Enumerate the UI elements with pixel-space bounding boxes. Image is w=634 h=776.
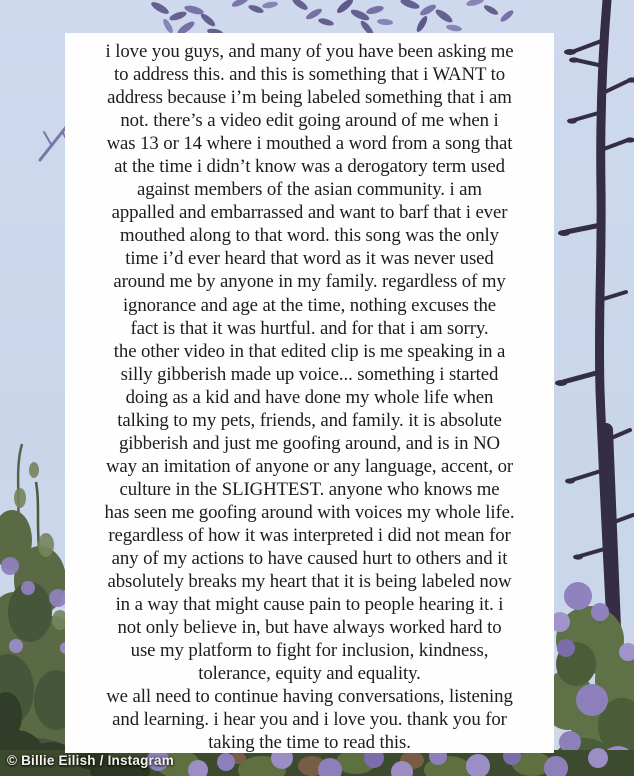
statement-line: against members of the asian community. i am [137,179,482,201]
statement-line: gibberish and just me goofing around, and is in NO [118,432,500,454]
statement-line: ignorance and age at the time, nothing excuses the [122,294,497,316]
statement-line: absolutely breaks my heart that it is being labeled now [107,571,512,593]
statement-line: not only believe in, but have always worked hard to [117,617,502,639]
statement-line: i love you guys, and many of you have been asking me [105,41,514,62]
top-leaves [150,0,516,37]
statement-line: has seen me goofing around with voices my whole life. [104,501,515,523]
statement-line: address because i’m being labeled something that i am [107,87,512,109]
statement-line: time i’d ever heard that word as it was never used [125,248,494,270]
statement-line: to address this. and this is something that i WANT to [113,64,505,86]
statement-line: taking the time to read this. [208,732,411,753]
statement-line: regardless of how it was interpreted i did not mean for [108,524,511,546]
statement-card [65,33,554,753]
statement-line: the other video in that edited clip is me speaking in a [113,340,506,362]
statement-line: silly gibberish made up voice... something i started [120,363,499,385]
statement-line: fact is that it was hurtful. and for that i am sorry. [130,317,489,339]
statement-line: and learning. i hear you and i love you. thank you for [112,709,507,731]
statement-line: not. there’s a video edit going around of me when i [120,110,499,132]
statement-line: way an imitation of anyone or any language, accent, or [105,455,514,477]
statement-line: appalled and embarrassed and want to barf that i ever [111,202,508,224]
statement-line: we all need to continue having conversations, listening [106,686,513,708]
statement-line: mouthed along to that word. this song was the only [120,225,499,247]
statement-line: culture in the SLIGHTEST. anyone who knows me [119,478,500,500]
statement-line: use my platform to fight for inclusion, kindness, [130,640,489,662]
photo-credit-watermark: © Billie Eilish / Instagram [7,753,174,768]
statement-line: was 13 or 14 where i mouthed a word from a song that [106,133,513,155]
statement-line: around me by anyone in my family. regardless of my [113,271,506,293]
statement-line: tolerance, equity and equality. [198,663,421,685]
statement-line: doing as a kid and have done my whole life when [125,386,494,408]
statement-line: in a way that might cause pain to people hearing it. i [115,594,504,616]
statement-line: at the time i didn’t know was a derogatory term used [114,156,505,178]
statement-line: talking to my pets, friends, and family. it is absolute [117,409,502,431]
statement-line: any of my actions to have caused hurt to others and it [111,548,508,570]
